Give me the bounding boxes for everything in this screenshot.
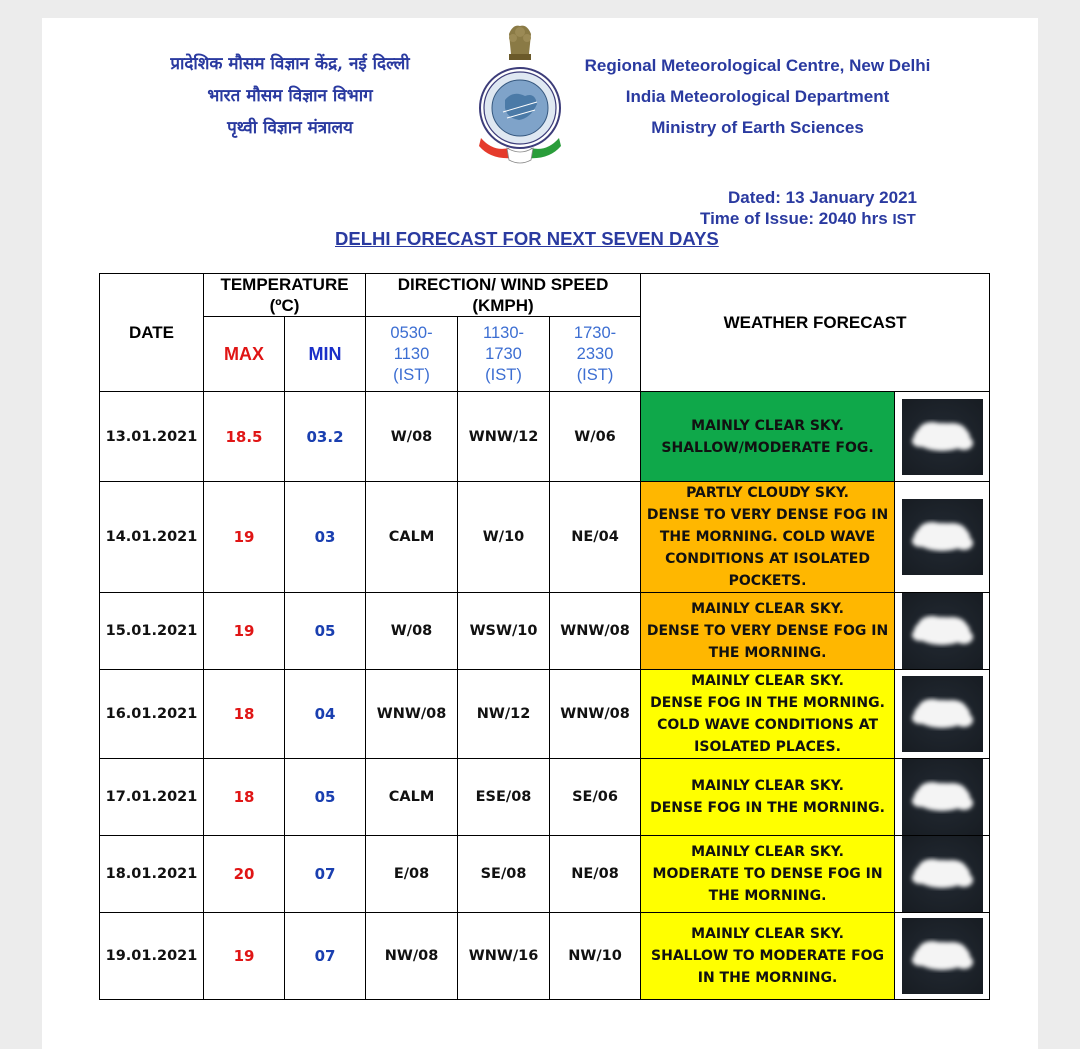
forecast-line: SHALLOW TO MODERATE FOG bbox=[651, 948, 885, 964]
forecast-line: MAINLY CLEAR SKY. bbox=[691, 601, 844, 617]
forecast-line: THE MORNING. bbox=[708, 645, 827, 661]
forecast-icon-cell bbox=[895, 759, 990, 836]
forecast-icon-cell bbox=[895, 913, 990, 1000]
wind-cell-slot-1: CALM bbox=[366, 482, 458, 593]
fog-icon bbox=[902, 593, 983, 669]
wind-header bbox=[366, 274, 641, 317]
min-temp-cell: 03 bbox=[285, 482, 366, 593]
slot-2-end: 1730 bbox=[485, 344, 522, 363]
forecast-line: MAINLY CLEAR SKY. bbox=[691, 844, 844, 860]
forecast-line: CONDITIONS AT ISOLATED bbox=[665, 551, 870, 567]
wind-cell-slot-3: WNW/08 bbox=[550, 593, 641, 670]
wind-cell-slot-2: ESE/08 bbox=[458, 759, 550, 836]
min-temp-cell: 04 bbox=[285, 670, 366, 759]
time-slot-1 bbox=[366, 317, 458, 392]
min-temp-cell: 07 bbox=[285, 913, 366, 1000]
hindi-header bbox=[130, 48, 450, 144]
forecast-line: DENSE TO VERY DENSE FOG IN bbox=[646, 623, 889, 639]
min-temp-cell: 07 bbox=[285, 836, 366, 913]
min-temp-cell: 05 bbox=[285, 759, 366, 836]
issue-date: Dated: 13 January 2021 bbox=[728, 188, 917, 207]
hindi-line-2: भारत मौसम विज्ञान विभाग bbox=[207, 86, 373, 106]
forecast-text-cell bbox=[641, 759, 895, 836]
forecast-line: THE MORNING. COLD WAVE bbox=[659, 529, 876, 545]
date-cell: 18.01.2021 bbox=[100, 836, 204, 913]
temperature-unit: (ºC) bbox=[269, 296, 300, 315]
hindi-line-3: पृथ्वी विज्ञान मंत्रालय bbox=[227, 118, 353, 138]
wind-cell-slot-1: E/08 bbox=[366, 836, 458, 913]
time-slot-3 bbox=[550, 317, 641, 392]
max-temp-cell: 20 bbox=[204, 836, 285, 913]
forecast-icon-cell bbox=[895, 482, 990, 593]
fog-icon bbox=[902, 676, 983, 752]
issue-time-line bbox=[700, 208, 950, 230]
wind-cell-slot-3: NW/10 bbox=[550, 913, 641, 1000]
fog-icon bbox=[902, 499, 983, 575]
wind-cell-slot-2: NW/12 bbox=[458, 670, 550, 759]
max-temp-cell: 18 bbox=[204, 670, 285, 759]
fog-icon bbox=[902, 399, 983, 475]
max-temp-cell: 18 bbox=[204, 759, 285, 836]
forecast-line: DENSE FOG IN THE MORNING. bbox=[650, 695, 885, 711]
wind-cell-slot-3: SE/06 bbox=[550, 759, 641, 836]
wind-cell-slot-1: WNW/08 bbox=[366, 670, 458, 759]
wind-cell-slot-2: WSW/10 bbox=[458, 593, 550, 670]
forecast-text-cell bbox=[641, 836, 895, 913]
max-temp-cell: 19 bbox=[204, 482, 285, 593]
forecast-line: DENSE FOG IN THE MORNING. bbox=[650, 800, 885, 816]
forecast-row bbox=[100, 392, 990, 482]
temperature-label: TEMPERATURE bbox=[220, 275, 349, 294]
max-header: MAX bbox=[204, 317, 285, 392]
forecast-line: MAINLY CLEAR SKY. bbox=[691, 673, 844, 689]
date-cell: 14.01.2021 bbox=[100, 482, 204, 593]
slot-1-end: 1130 bbox=[393, 344, 430, 363]
forecast-line: IN THE MORNING. bbox=[697, 970, 838, 986]
slot-1-start: 0530- bbox=[390, 323, 433, 342]
wind-cell-slot-1: NW/08 bbox=[366, 913, 458, 1000]
min-temp-cell: 03.2 bbox=[285, 392, 366, 482]
slot-2-zone: (IST) bbox=[485, 365, 522, 384]
max-temp-cell: 19 bbox=[204, 593, 285, 670]
forecast-icon-cell bbox=[895, 593, 990, 670]
forecast-row bbox=[100, 836, 990, 913]
forecast-line: THE MORNING. bbox=[708, 888, 827, 904]
forecast-line: SHALLOW/MODERATE FOG. bbox=[661, 439, 874, 456]
forecast-table bbox=[99, 273, 990, 1000]
english-line-3: Ministry of Earth Sciences bbox=[651, 118, 864, 137]
fog-icon bbox=[902, 759, 983, 835]
header-row-1 bbox=[100, 274, 990, 317]
forecast-title: DELHI FORECAST FOR NEXT SEVEN DAYS bbox=[335, 228, 719, 249]
forecast-line: MAINLY CLEAR SKY. bbox=[691, 926, 844, 942]
min-header: MIN bbox=[285, 317, 366, 392]
issue-info bbox=[700, 187, 950, 230]
english-line-1: Regional Meteorological Centre, New Delhi bbox=[584, 56, 931, 75]
forecast-text-cell bbox=[641, 913, 895, 1000]
forecast-text-cell bbox=[641, 392, 895, 482]
wind-cell-slot-2: W/10 bbox=[458, 482, 550, 593]
date-cell: 16.01.2021 bbox=[100, 670, 204, 759]
forecast-line: COLD WAVE CONDITIONS AT bbox=[657, 717, 878, 733]
date-cell: 17.01.2021 bbox=[100, 759, 204, 836]
slot-3-zone: (IST) bbox=[576, 365, 614, 384]
english-line-2: India Meteorological Department bbox=[625, 87, 890, 106]
wind-cell-slot-3: NE/04 bbox=[550, 482, 641, 593]
wind-cell-slot-3: NE/08 bbox=[550, 836, 641, 913]
issue-time-zone: IST bbox=[892, 211, 916, 228]
forecast-header: WEATHER FORECAST bbox=[641, 274, 990, 392]
slot-3-end: 2330 bbox=[576, 344, 614, 363]
wind-cell-slot-1: W/08 bbox=[366, 593, 458, 670]
wind-cell-slot-3: W/06 bbox=[550, 392, 641, 482]
wind-cell-slot-2: SE/08 bbox=[458, 836, 550, 913]
slot-1-zone: (IST) bbox=[393, 365, 430, 384]
slot-2-start: 1130- bbox=[483, 323, 524, 342]
forecast-icon-cell bbox=[895, 670, 990, 759]
date-cell: 15.01.2021 bbox=[100, 593, 204, 670]
forecast-line: MAINLY CLEAR SKY. bbox=[691, 417, 844, 434]
max-temp-cell: 19 bbox=[204, 913, 285, 1000]
forecast-row bbox=[100, 593, 990, 670]
temperature-header bbox=[204, 274, 366, 317]
fog-icon bbox=[902, 836, 983, 912]
forecast-row bbox=[100, 759, 990, 836]
forecast-text-cell bbox=[641, 482, 895, 593]
forecast-line: MODERATE TO DENSE FOG IN bbox=[652, 866, 883, 882]
forecast-row bbox=[100, 482, 990, 593]
fog-icon bbox=[902, 918, 983, 994]
date-cell: 19.01.2021 bbox=[100, 913, 204, 1000]
date-cell: 13.01.2021 bbox=[100, 392, 204, 482]
forecast-line: ISOLATED PLACES. bbox=[694, 739, 841, 755]
time-slot-2 bbox=[458, 317, 550, 392]
wind-cell-slot-1: CALM bbox=[366, 759, 458, 836]
wind-label: DIRECTION/ WIND SPEED bbox=[397, 275, 609, 294]
english-header bbox=[570, 50, 945, 143]
forecast-icon-cell bbox=[895, 392, 990, 482]
forecast-text-cell bbox=[641, 593, 895, 670]
forecast-icon-cell bbox=[895, 836, 990, 913]
slot-3-start: 1730- bbox=[573, 323, 617, 342]
hindi-line-1: प्रादेशिक मौसम विज्ञान केंद्र, नई दिल्ली bbox=[170, 54, 410, 74]
min-temp-cell: 05 bbox=[285, 593, 366, 670]
max-temp-cell: 18.5 bbox=[204, 392, 285, 482]
wind-cell-slot-1: W/08 bbox=[366, 392, 458, 482]
forecast-rows bbox=[100, 392, 990, 1000]
forecast-line: DENSE TO VERY DENSE FOG IN bbox=[646, 507, 889, 523]
forecast-row bbox=[100, 913, 990, 1000]
forecast-line: POCKETS. bbox=[728, 573, 807, 589]
forecast-line: MAINLY CLEAR SKY. bbox=[691, 778, 844, 794]
imd-emblem-icon bbox=[473, 20, 567, 170]
forecast-row bbox=[100, 670, 990, 759]
wind-cell-slot-2: WNW/16 bbox=[458, 913, 550, 1000]
wind-cell-slot-3: WNW/08 bbox=[550, 670, 641, 759]
forecast-text-cell bbox=[641, 670, 895, 759]
wind-cell-slot-2: WNW/12 bbox=[458, 392, 550, 482]
issue-time: Time of Issue: 2040 hrs bbox=[700, 209, 888, 228]
forecast-line: PARTLY CLOUDY SKY. bbox=[686, 485, 849, 501]
wind-unit: (KMPH) bbox=[472, 296, 534, 315]
date-header: DATE bbox=[100, 274, 204, 392]
